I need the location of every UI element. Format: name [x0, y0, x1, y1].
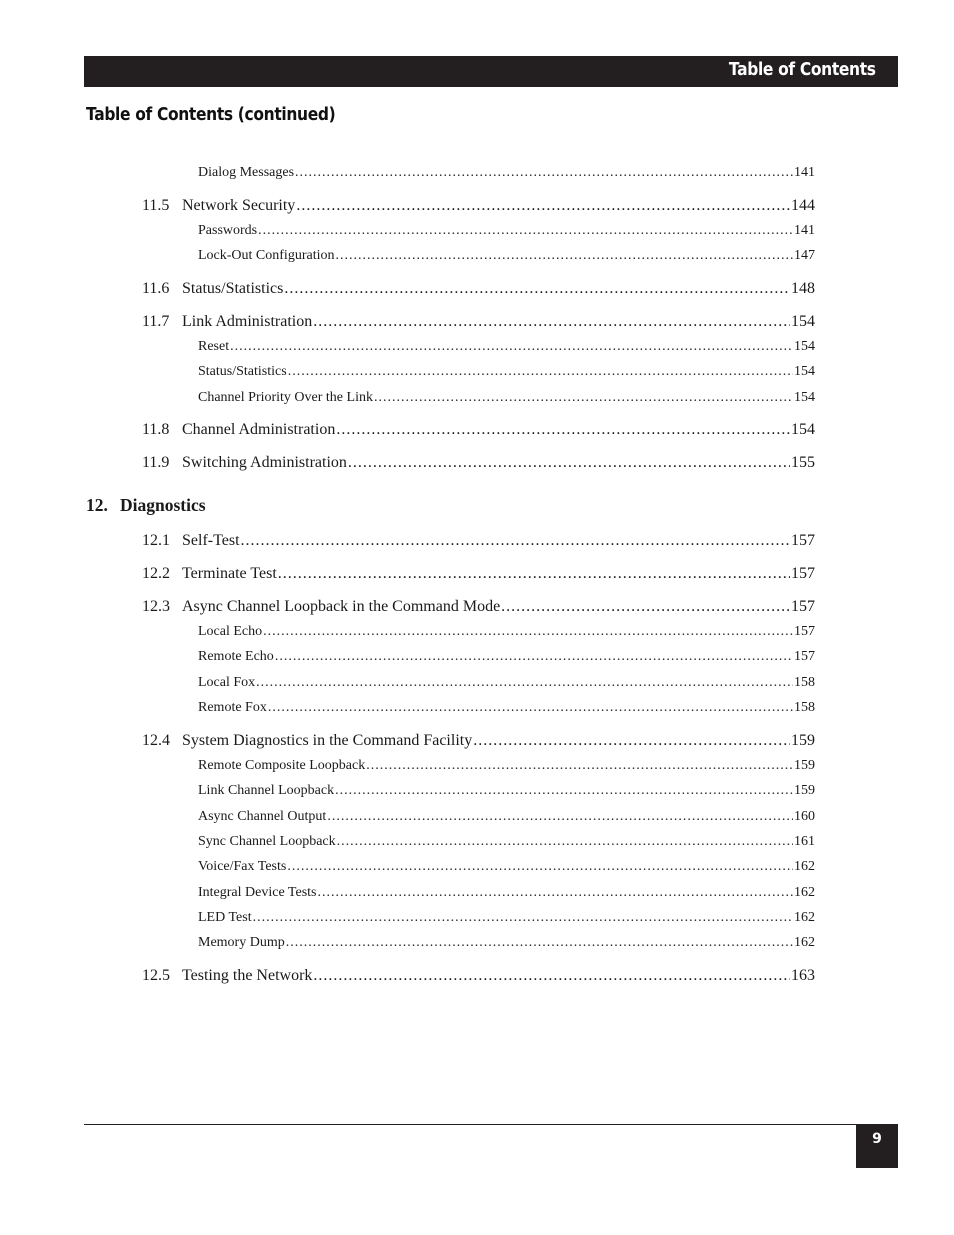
toc-leader-dots: [256, 675, 793, 691]
toc-leader-dots: [473, 732, 790, 750]
toc-entry-label: [142, 732, 472, 750]
toc-entry: [142, 454, 815, 472]
toc-entry-text: Remote Fox: [198, 700, 267, 715]
toc-entry-page: 154: [794, 390, 815, 405]
toc-entry-text: Passwords: [198, 223, 258, 238]
toc-entry-page: 157: [794, 624, 815, 639]
toc-entry-text: Terminate Test: [182, 565, 277, 582]
toc-entry-label: [198, 910, 252, 926]
toc-entry-number: 12.4: [142, 732, 170, 749]
toc-entry-page: 148: [791, 280, 815, 297]
toc-entry-page: 141: [794, 165, 815, 180]
toc-leader-dots: [241, 532, 790, 550]
toc-entry-text: Testing the Network: [182, 967, 313, 984]
toc-leader-dots: [263, 624, 793, 640]
toc-entry-number: 11.7: [142, 313, 170, 330]
toc-leader-dots: [268, 700, 793, 716]
toc-entry-page: 154: [791, 313, 815, 330]
toc-entry-label: [198, 339, 229, 355]
footer-rule: [84, 1124, 898, 1125]
toc-entry-page: 159: [794, 758, 815, 773]
toc-entry-page: 158: [794, 675, 815, 690]
toc-entry: [198, 248, 815, 264]
toc-entry: [142, 280, 815, 298]
toc-entry-page: 147: [794, 248, 815, 263]
toc-entry-page: 154: [791, 421, 815, 438]
toc-entry-label: [198, 859, 286, 875]
toc-entry-text: Dialog Messages: [198, 165, 295, 180]
toc-entry-label: [142, 421, 335, 439]
toc-entry-text: Memory Dump: [198, 935, 285, 950]
toc-entry-number: 11.9: [142, 454, 170, 471]
header-title: Table of Contents: [729, 59, 876, 80]
toc-entry-page: 157: [791, 532, 815, 549]
toc-entry-text: Channel Administration: [182, 421, 336, 438]
toc-entry-page: 162: [794, 910, 815, 925]
toc-entry-label: [198, 809, 326, 825]
toc-entry-text: Sync Channel Loopback: [198, 834, 336, 849]
toc-entry-page: 160: [794, 809, 815, 824]
toc-leader-dots: [337, 834, 793, 850]
toc-entry-label: [142, 313, 312, 331]
toc-entry-page: 162: [794, 885, 815, 900]
toc-entry-text: Channel Priority Over the Link: [198, 390, 373, 405]
toc-entry-label: [198, 675, 255, 691]
toc-entry-page: 161: [794, 834, 815, 849]
toc-leader-dots: [258, 223, 793, 239]
toc-entry: [142, 598, 815, 616]
chapter-title: Diagnostics: [120, 495, 206, 515]
toc-leader-dots: [296, 197, 790, 215]
section-heading: Table of Contents (continued): [86, 104, 336, 125]
toc-entry-text: Switching Administration: [182, 454, 347, 471]
toc-entry-number: 11.5: [142, 197, 170, 214]
toc-entry-label: [142, 967, 312, 985]
toc-entry-text: LED Test: [198, 910, 252, 925]
toc-entry: [198, 364, 815, 380]
page-number: 9: [872, 1131, 882, 1147]
toc-entry-label: [198, 649, 274, 665]
toc-entry-text: Lock-Out Configuration: [198, 248, 335, 263]
toc-entry-text: Remote Composite Loopback: [198, 758, 366, 773]
toc-entry-text: System Diagnostics in the Command Facility: [182, 732, 473, 749]
toc-leader-dots: [348, 454, 790, 472]
toc-entry-label: [198, 885, 317, 901]
toc-leader-dots: [288, 364, 793, 380]
toc-entry-text: Link Administration: [182, 313, 313, 330]
toc-entry: [198, 910, 815, 926]
toc-entry-page: 155: [791, 454, 815, 471]
toc-leader-dots: [336, 421, 790, 439]
toc-entry: [198, 935, 815, 951]
toc-entry-label: [198, 364, 287, 380]
toc-leader-dots: [278, 565, 790, 583]
toc-entry-page: 157: [794, 649, 815, 664]
toc-entry-label: [142, 197, 295, 215]
toc-entry-number: 12.1: [142, 532, 170, 549]
toc-entry: [198, 649, 815, 665]
toc-leader-dots: [286, 935, 793, 951]
toc-entry-label: [198, 390, 373, 406]
toc-entry: [198, 783, 815, 799]
toc-entry-label: [198, 223, 257, 239]
toc-entry-text: Network Security: [182, 197, 296, 214]
toc-entry-page: 157: [791, 565, 815, 582]
toc-entry: [142, 732, 815, 750]
toc-entry-text: Async Channel Loopback in the Command Mode: [182, 598, 501, 615]
toc-entry: [142, 197, 815, 215]
toc-entry: [198, 859, 815, 875]
toc-entry-page: 154: [794, 339, 815, 354]
toc-entry-page: 163: [791, 967, 815, 984]
toc-entry-text: Status/Statistics: [198, 364, 287, 379]
toc-entry-label: [198, 783, 334, 799]
toc-entry-label: [198, 700, 267, 716]
toc-leader-dots: [230, 339, 793, 355]
toc-entry-page: 159: [794, 783, 815, 798]
toc-entry-number: 11.8: [142, 421, 170, 438]
toc-entry: [198, 675, 815, 691]
toc-entry-page: 158: [794, 700, 815, 715]
toc-entry-label: [142, 565, 277, 583]
toc-entry: [198, 624, 815, 640]
chapter-heading: [86, 495, 206, 516]
toc-entry-number: 11.6: [142, 280, 170, 297]
toc-entry-label: [198, 248, 334, 264]
toc-leader-dots: [275, 649, 793, 665]
toc-entry: [142, 313, 815, 331]
toc-entry: [198, 885, 815, 901]
toc-entry: [198, 339, 815, 355]
toc-entry-label: [198, 165, 294, 181]
toc-entry: [198, 700, 815, 716]
toc-entry: [198, 390, 815, 406]
toc-entry-number: 12.5: [142, 967, 170, 984]
toc-leader-dots: [374, 390, 793, 406]
toc-leader-dots: [295, 165, 793, 181]
toc-leader-dots: [335, 783, 793, 799]
toc-leader-dots: [335, 248, 793, 264]
toc-entry-text: Integral Device Tests: [198, 885, 317, 900]
toc-leader-dots: [287, 859, 793, 875]
toc-entry-text: Status/Statistics: [182, 280, 284, 297]
toc-entry: [198, 834, 815, 850]
toc-leader-dots: [313, 313, 790, 331]
toc-entry-text: Async Channel Output: [198, 809, 327, 824]
toc-entry-number: 12.3: [142, 598, 170, 615]
toc-entry-page: 162: [794, 935, 815, 950]
toc-leader-dots: [313, 967, 790, 985]
toc-entry-label: [142, 280, 283, 298]
toc-leader-dots: [253, 910, 793, 926]
toc-entry-page: 144: [791, 197, 815, 214]
toc-leader-dots: [501, 598, 790, 616]
toc-entry-text: Remote Echo: [198, 649, 274, 664]
toc-leader-dots: [284, 280, 790, 298]
toc-entry: [198, 758, 815, 774]
toc-entry-text: Reset: [198, 339, 230, 354]
toc-entry-label: [142, 532, 240, 550]
toc-entry-text: Local Echo: [198, 624, 263, 639]
toc-leader-dots: [327, 809, 793, 825]
toc-leader-dots: [366, 758, 793, 774]
toc-entry: [142, 421, 815, 439]
toc-entry-label: [198, 935, 285, 951]
toc-entry-text: Self-Test: [182, 532, 240, 549]
toc-entry: [198, 165, 815, 181]
toc-entry: [198, 809, 815, 825]
toc-leader-dots: [318, 885, 794, 901]
toc-entry-label: [142, 454, 347, 472]
toc-entry: [142, 967, 815, 985]
header-bar: [84, 56, 898, 87]
toc-entry: [142, 565, 815, 583]
toc-entry-number: 12.2: [142, 565, 170, 582]
toc-entry: [198, 223, 815, 239]
toc-entry-label: [142, 598, 500, 616]
toc-entry-page: 159: [791, 732, 815, 749]
toc-entry-text: Link Channel Loopback: [198, 783, 335, 798]
toc-entry-page: 162: [794, 859, 815, 874]
toc-entry: [142, 532, 815, 550]
toc-entry-page: 141: [794, 223, 815, 238]
toc-entry-label: [198, 834, 336, 850]
toc-entry-text: Voice/Fax Tests: [198, 859, 287, 874]
toc-entry-page: 157: [791, 598, 815, 615]
toc-entry-text: Local Fox: [198, 675, 256, 690]
toc-entry-page: 154: [794, 364, 815, 379]
toc-entry-label: [198, 624, 262, 640]
chapter-number: 12.: [86, 495, 108, 515]
page-number-box: [856, 1124, 898, 1168]
toc-entry-label: [198, 758, 365, 774]
